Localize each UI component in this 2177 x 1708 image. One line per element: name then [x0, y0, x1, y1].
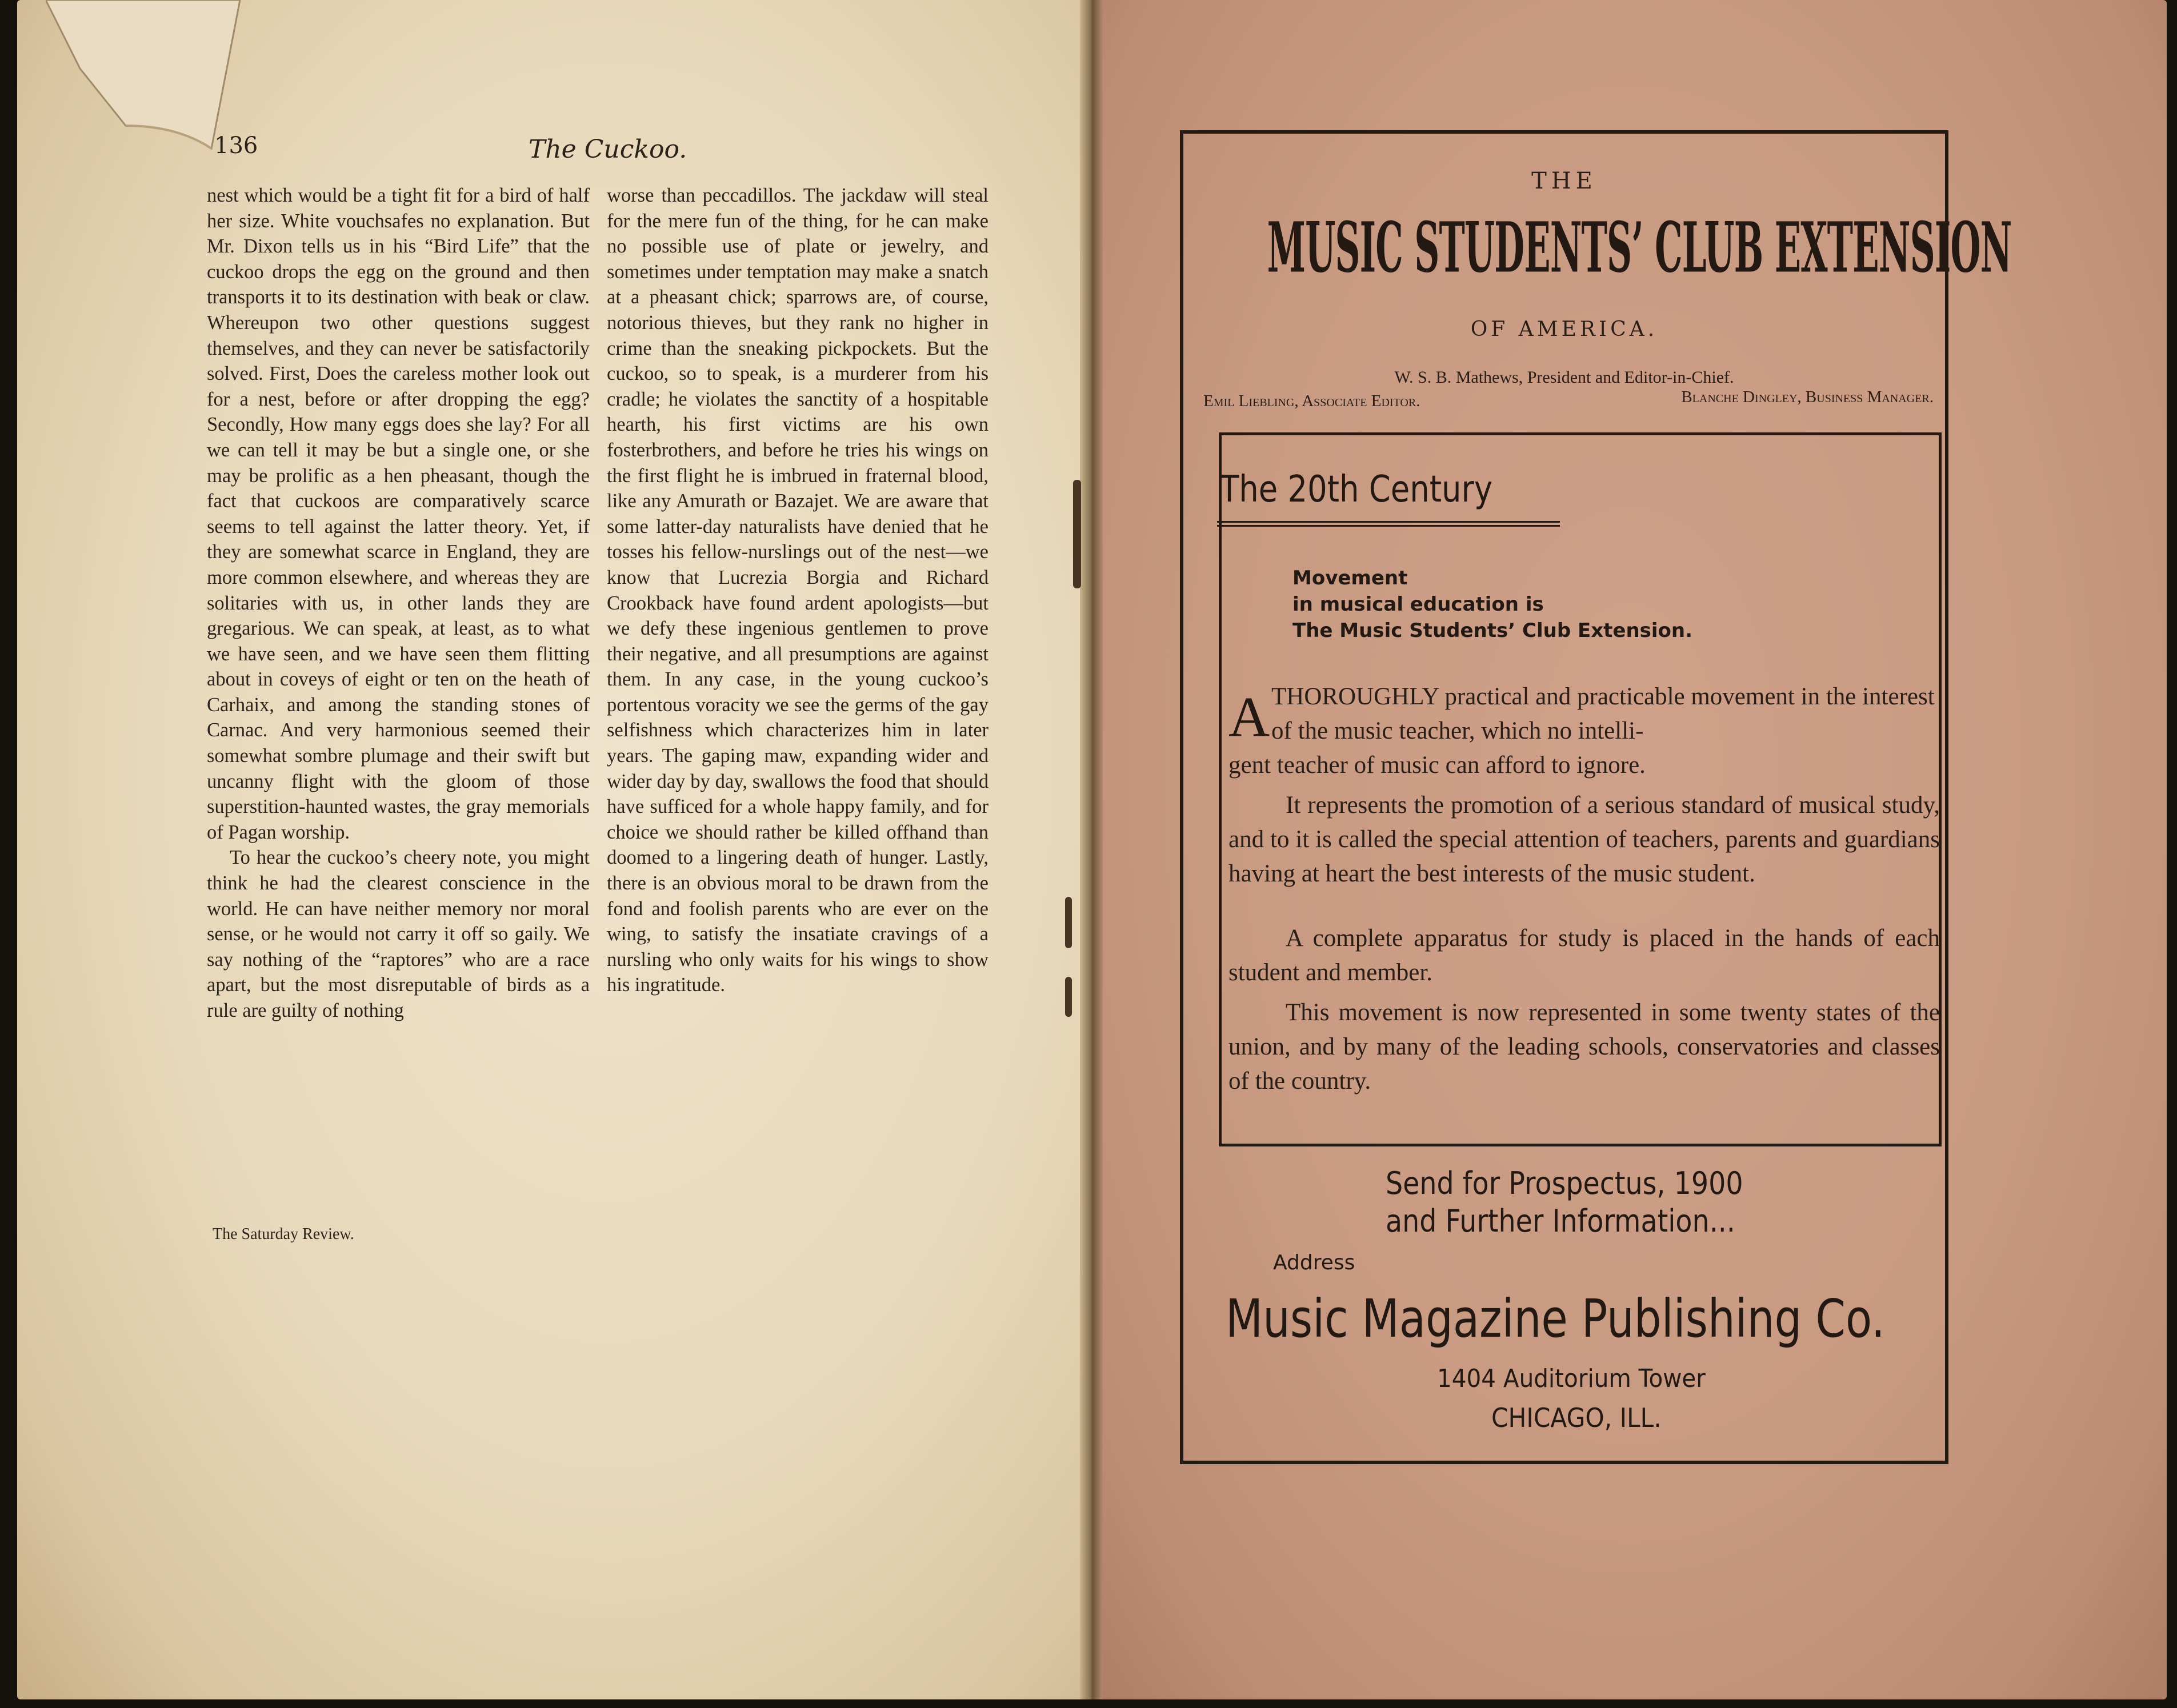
paragraph: nest which would be a tight fit for a bird of half her size. White vouchsafes no explanation. But Mr. Dixon tells us in his “Bird Life” that the cuckoo drops the egg on the ground and then transports it to its destination with beak or claw. Whereupon two other questions suggest themselves, and they can never be satisfactorily solved. First, Does the careless mother look out for a nest, before or after dropping the egg? Secondly, How many eggs does she lay? For all we can tell it may be but a single one, or she may be prolific as a hen pheasant, though the fact that cuckoos are comparatively scarce seems to tell against the latter theory. Yet, if they are somewhat scarce in England, they are more common elsewhere, and whereas they are solitaries with us, in other lands they are gregarious. We can speak, at least, as to what we have seen, and we have seen them flitting about in coveys of eight or ten on the heath of Carhaix, and among the standing stones of Carnac. And very harmonious seemed their somewhat sombre plumage and their swift but uncanny flight with the gloom of those superstition-haunted wastes, the gray memorials of Pagan worship. [207, 185, 590, 843]
source-citation: The Saturday Review. [213, 1225, 354, 1243]
book-gutter [1080, 0, 1103, 1699]
prospectus-line: Send for Prospectus, 1900 [1386, 1165, 1743, 1201]
ad-the: THE [1531, 168, 1597, 194]
ad-paragraph-2: It represents the promotion of a serious standard of musical study, and to it is called the special attention of teachers, parents and guardians having at heart the best interests of the music student. [1228, 792, 1940, 887]
text-column-left [207, 183, 590, 1024]
movement-line: Movement [1292, 567, 1408, 590]
movement-line: in musical education is [1292, 593, 1544, 616]
movement-line: The Music Students’ Club Extension. [1292, 619, 1693, 642]
ad-club-name: MUSIC STUDENTS’ CLUB EXTENSION [1267, 208, 2012, 289]
binding-thread-icon [1065, 977, 1072, 1017]
running-title: The Cuckoo. [529, 135, 687, 164]
ad-paragraph-1-rest: gent teacher of music can afford to ignore. [1228, 752, 1646, 779]
information-line: and Further Information... [1386, 1203, 1735, 1239]
text-column-right [607, 183, 989, 998]
binding-thread-icon [1073, 480, 1081, 588]
paragraph: To hear the cuckoo’s cheery note, you might think he had the clearest conscience in the world. He can have neither memory nor moral sense, or he would not carry it off so gaily. We say nothing of the “raptores” who are a race apart, but the most disreputable of birds as a rule are guilty of nothing [207, 847, 590, 1021]
binding-thread-icon [1065, 897, 1072, 948]
publisher-name: Music Magazine Publishing Co. [1226, 1288, 1885, 1349]
century-heading: The 20th Century [1220, 468, 1493, 511]
publisher-address: 1404 Auditorium Tower [1437, 1364, 1706, 1393]
ad-paragraph-4: This movement is now represented in some twenty states of the union, and by many of the leading schools, conservatories and classes of the country. [1228, 999, 1940, 1094]
heading-underline [1217, 521, 1560, 527]
ad-associate-editor: Emil Liebling, Associate Editor. [1203, 392, 1420, 410]
publisher-city: CHICAGO, ILL. [1491, 1402, 1662, 1433]
ad-business-manager: Blanche Dingley, Business Manager. [1681, 388, 1934, 406]
paragraph: worse than peccadillos. The jackdaw will steal for the mere fun of the thing, for he can make no possible use of plate or jewelry, and sometimes under temptation may make a snatch at a pheasant chick; sparrows are, of course, notorious thieves, but they rank no higher in crime than the sneaking pickpockets. But the cuckoo, so to speak, is a murderer from his cradle; he violates the sanctity of a hospitable hearth, his first victims are his own fosterbrothers, and before he tries his wings on the first flight he is imbrued in fraternal blood, like any Amurath or Bazajet. We are aware that some latter-day naturalists have denied that he tosses his fellow-nurslings out of the nest—we know that Lucrezia Borgia and Richard Crookback have found ardent apologists—but we defy these ingenious gentlemen to prove their negative, and all presumptions are against them. In any case, in the young cuckoo’s portentous voracity we see the germs of the gay selfishness which characterizes him in later years. The gaping maw, expanding wider and wider day by day, swallows the food that should have sufficed for a whole happy family, and for choice we should rather be killed offhand than doomed to a lingering death of hunger. Lastly, there is an obvious moral to be drawn from the fond and foolish parents who are ever on the wing, to satisfy the insatiate cravings of a nursling who only waits for his wings to show his ingratitude. [607, 185, 989, 996]
ad-of-america: OF AMERICA. [1470, 318, 1658, 341]
ad-paragraph-3: A complete apparatus for study is placed in the hands of each student and member. [1228, 925, 1940, 986]
ad-president: W. S. B. Mathews, President and Editor-in-Chief. [1394, 368, 1734, 387]
drop-cap: A [1228, 685, 1270, 748]
page-number: 136 [214, 133, 258, 159]
address-label: Address [1273, 1251, 1355, 1274]
ad-paragraph-1-first: THOROUGHLY practical and practicable movement in the interest of the music teacher, which no intelli- [1271, 683, 1935, 744]
